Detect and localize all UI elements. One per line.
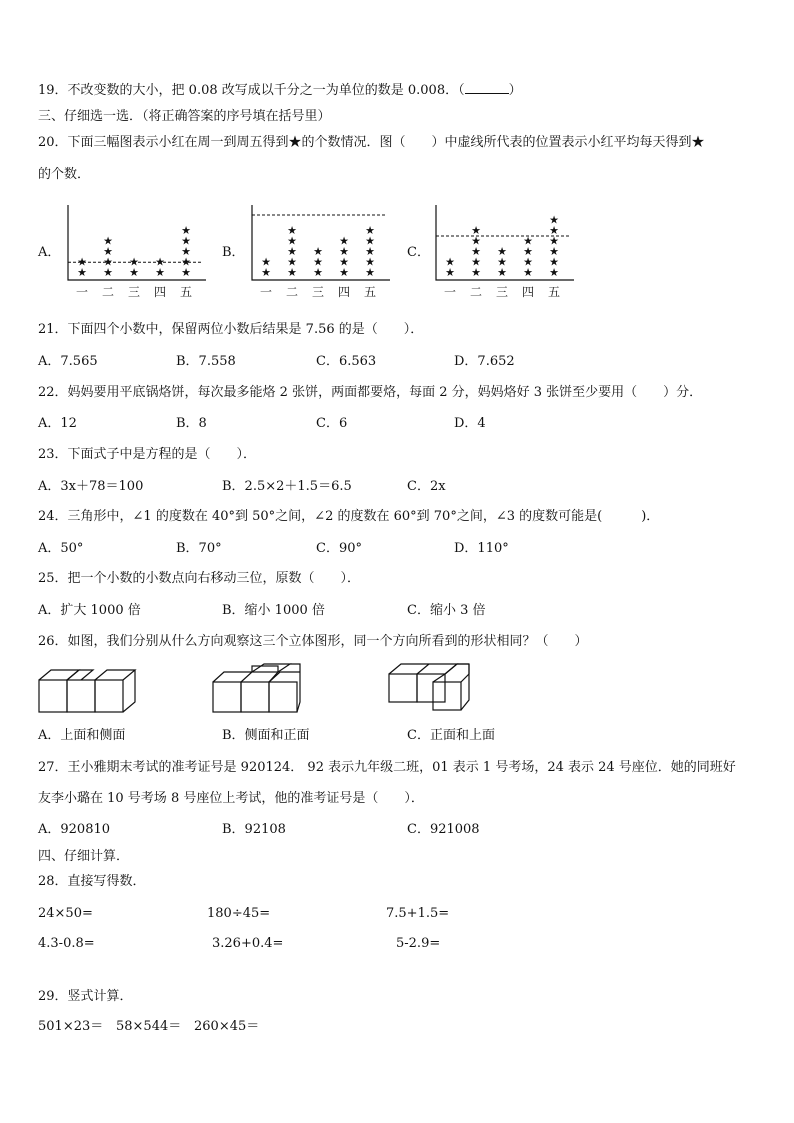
star-mark: ★ [549,213,559,227]
question-25: 25．把一个小数的小数点向右移动三位，原数（ ）． [38,571,361,586]
star-mark: ★ [77,266,87,279]
star-mark: ★ [445,255,455,269]
question-29-title: 29．竖式计算． [38,989,133,1004]
figure-c-label: C． [407,245,430,260]
q21-option-d[interactable]: D．7.652 [454,354,515,369]
section-4-heading: 四、仔细计算． [38,849,130,864]
question-22: 22．妈妈要用平底锅烙饼，每次最多能烙 2 张饼，两面都要烙，每面 2 分，妈妈烙好 3 张饼至少要用（ ）分． [38,385,703,400]
star-mark: ★ [287,245,297,258]
star-mark: ★ [497,266,507,279]
star-mark: ★ [155,266,165,279]
star-mark: ★ [339,266,349,279]
star-mark: ★ [365,255,375,269]
star-mark: ★ [497,245,507,258]
star-mark: ★ [445,266,455,279]
question-19-tail: ） [508,83,522,98]
cube-figure-c [388,660,488,712]
q22-option-d[interactable]: D．4 [454,416,486,431]
vertical-calc-item: 58×544＝ [116,1019,182,1034]
day-label: 三 [495,285,509,299]
day-label: 五 [179,285,193,299]
star-mark: ★ [549,224,559,237]
star-mark: ★ [287,234,297,248]
star-mark: ★ [103,255,113,269]
question-27-line1: 27．王小雅期末考试的准考证号是 920124． 92 表示九年级二班，01 表示 1 号考场，24 表示 24 号座位．她的同班好 [38,760,736,775]
q26-option-c[interactable]: C．正面和上面 [407,728,495,743]
question-19 [38,83,522,99]
star-mark: ★ [155,255,165,269]
answer-blank[interactable] [465,83,509,94]
star-mark: ★ [549,234,559,248]
day-label: 三 [127,285,141,299]
cube-figure-b [212,664,312,716]
day-label: 四 [521,285,535,299]
calc-item: 180÷45= [207,906,271,921]
q23-option-c[interactable]: C．2x [407,479,446,494]
star-mark: ★ [471,234,481,248]
question-28-title: 28．直接写得数． [38,874,146,889]
q24-option-a[interactable]: A．50° [38,541,84,556]
calc-item: 7.5+1.5= [386,906,450,921]
day-label: 二 [285,285,299,299]
star-mark: ★ [181,234,191,248]
q21-option-c[interactable]: C．6.563 [316,354,377,369]
star-mark: ★ [339,234,349,248]
star-mark: ★ [129,266,139,279]
q27-option-b[interactable]: B．92108 [222,822,286,837]
q24-option-b[interactable]: B．70° [176,541,222,556]
star-mark: ★ [181,224,191,237]
q23-option-a[interactable]: A．3x＋78＝100 [38,479,144,494]
star-mark: ★ [181,255,191,269]
day-label: 五 [547,285,561,299]
calc-item: 3.26+0.4= [212,936,284,951]
question-26: 26．如图，我们分别从什么方向观察这三个立体图形，同一个方向所看到的形状相同？（ ） [38,634,588,649]
star-mark: ★ [471,224,481,237]
star-mark: ★ [523,245,533,258]
day-label: 二 [469,285,483,299]
vertical-calc-item: 260×45＝ [194,1019,260,1034]
star-mark: ★ [181,266,191,279]
star-mark: ★ [261,266,271,279]
question-24: 24．三角形中，∠1 的度数在 40°到 50°之间，∠2 的度数在 60°到 70°之间，∠3 的度数可能是( )． [38,509,660,524]
q23-option-b[interactable]: B．2.5×2＋1.5＝6.5 [222,479,352,494]
q27-option-c[interactable]: C．921008 [407,822,480,837]
calc-item: 24×50= [38,906,93,921]
star-mark: ★ [103,266,113,279]
day-label: 一 [443,285,457,299]
star-mark: ★ [365,224,375,237]
q21-option-a[interactable]: A．7.565 [38,354,98,369]
q24-option-d[interactable]: D．110° [454,541,509,556]
q21-option-b[interactable]: B．7.558 [176,354,236,369]
question-19-text: 19．不改变数的大小，把 0.08 改写成以千分之一为单位的数是 0.008．（ [38,83,465,98]
day-label: 一 [259,285,273,299]
star-mark: ★ [549,266,559,279]
q22-option-b[interactable]: B．8 [176,416,207,431]
star-mark: ★ [471,255,481,269]
star-chart-b [244,200,394,305]
figure-a-label: A． [38,245,61,260]
star-mark: ★ [471,245,481,258]
star-mark: ★ [313,266,323,279]
calc-item: 5-2.9= [396,936,441,951]
star-mark: ★ [497,255,507,269]
star-mark: ★ [287,266,297,279]
question-23: 23．下面式子中是方程的是（ ）． [38,447,257,462]
day-label: 二 [101,285,115,299]
star-mark: ★ [365,245,375,258]
star-mark: ★ [549,245,559,258]
star-mark: ★ [313,255,323,269]
star-mark: ★ [261,255,271,269]
day-label: 五 [363,285,377,299]
day-label: 四 [337,285,351,299]
star-mark: ★ [339,245,349,258]
day-label: 一 [75,285,89,299]
question-27-line2: 友李小璐在 10 号考场 8 号座位上考试，他的准考证号是（ ）． [38,791,424,806]
question-21: 21．下面四个小数中，保留两位小数后结果是 7.56 的是（ ）． [38,322,424,337]
star-mark: ★ [103,234,113,248]
star-mark: ★ [313,245,323,258]
question-20-line2: 的个数． [38,167,91,182]
q24-option-c[interactable]: C．90° [316,541,362,556]
star-mark: ★ [129,255,139,269]
star-mark: ★ [339,255,349,269]
cube-figure-a [38,664,138,716]
q22-option-c[interactable]: C．6 [316,416,348,431]
q25-option-b[interactable]: B．缩小 1000 倍 [222,603,325,618]
star-mark: ★ [103,245,113,258]
star-mark: ★ [287,255,297,269]
star-mark: ★ [365,266,375,279]
question-20-line1: 20．下面三幅图表示小红在周一到周五得到★的个数情况．图（ ）中虚线所代表的位置表示小红平均每天得到★ [38,135,705,150]
star-mark: ★ [523,255,533,269]
star-mark: ★ [523,266,533,279]
star-mark: ★ [181,245,191,258]
day-label: 三 [311,285,325,299]
q22-option-a[interactable]: A．12 [38,416,77,431]
q26-option-b[interactable]: B．侧面和正面 [222,728,310,743]
star-chart-c [428,200,578,305]
star-mark: ★ [365,234,375,248]
q25-option-a[interactable]: A．扩大 1000 倍 [38,603,141,618]
q27-option-a[interactable]: A．920810 [38,822,111,837]
figure-b-label: B． [222,245,245,260]
star-mark: ★ [287,224,297,237]
day-label: 四 [153,285,167,299]
star-chart-a [60,200,210,305]
vertical-calc-item: 501×23＝ [38,1019,104,1034]
star-mark: ★ [549,255,559,269]
q26-option-a[interactable]: A．上面和侧面 [38,728,126,743]
section-3-heading: 三、仔细选一选．（将正确答案的序号填在括号里） [38,109,331,124]
star-mark: ★ [77,255,87,269]
star-mark: ★ [523,234,533,248]
star-mark: ★ [471,266,481,279]
q25-option-c[interactable]: C．缩小 3 倍 [407,603,486,618]
calc-item: 4.3-0.8= [38,936,95,951]
